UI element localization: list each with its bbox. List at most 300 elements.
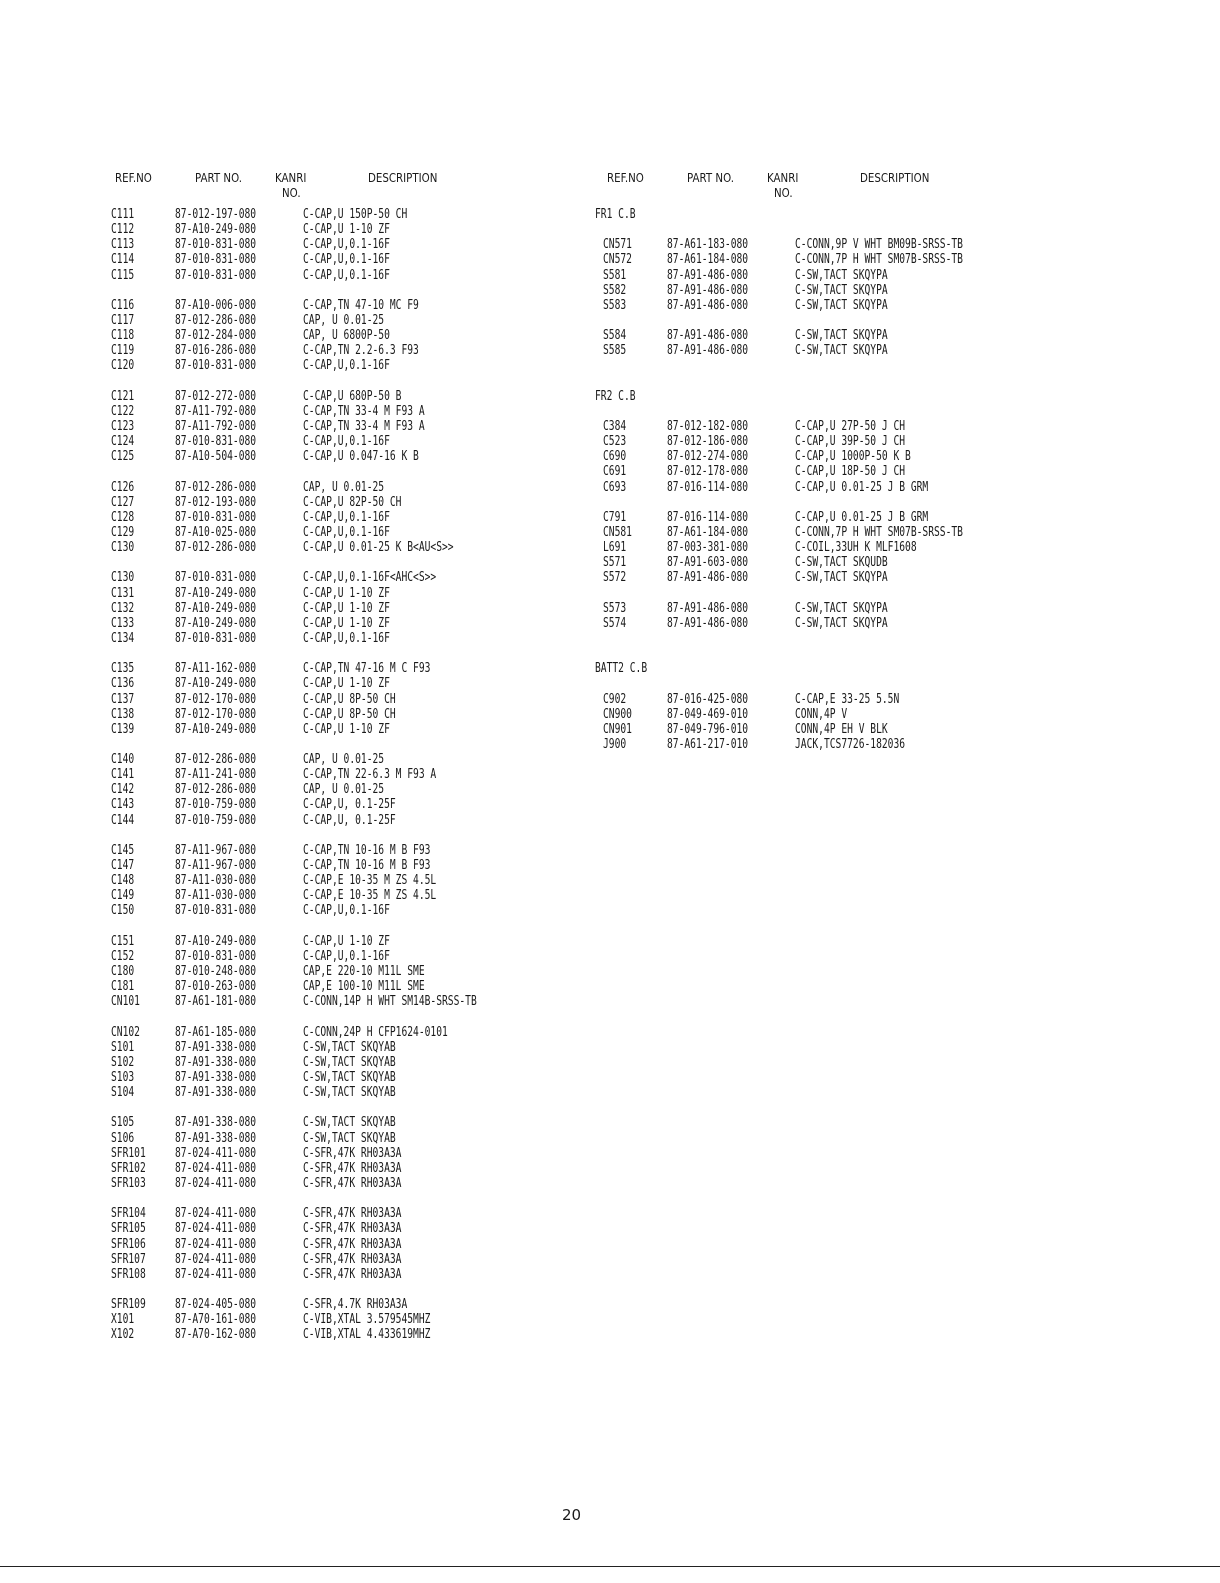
ref-no: C136 (111, 676, 135, 692)
part-row (595, 419, 1065, 434)
ref-no: SFR104 (111, 1206, 146, 1222)
part-row (111, 873, 581, 888)
ref-no: S582 (603, 282, 627, 298)
part-row (111, 419, 581, 434)
description: C-CAP,U 27P-50 J CH (795, 418, 906, 434)
part-row (111, 1267, 581, 1282)
description: C-CAP,U, 0.1-25F (303, 797, 396, 813)
part-row (111, 222, 581, 237)
description: C-SW,TACT SKQYPA (795, 282, 888, 298)
ref-no: C132 (111, 600, 135, 616)
ref-no: SFR102 (111, 1160, 146, 1176)
part-row (595, 722, 1065, 737)
header-ref-right: REF.NO (607, 170, 644, 185)
ref-no: X101 (111, 1312, 135, 1328)
part-row (111, 1040, 581, 1055)
description: C-SW,TACT SKQYAB (303, 1115, 396, 1131)
description: C-SW,TACT SKQYAB (303, 1085, 396, 1101)
part-row (111, 1221, 581, 1236)
ref-no: C111 (111, 207, 135, 222)
description: CAP,E 100-10 M11L SME (303, 979, 425, 995)
part-row (595, 283, 1065, 298)
description: CAP, U 0.01-25 (303, 479, 385, 495)
part-row (111, 661, 581, 676)
part-row (111, 510, 581, 525)
ref-no: C148 (111, 873, 135, 889)
part-no: 87-A91-338-080 (175, 1054, 257, 1070)
part-row (595, 510, 1065, 525)
description: C-SFR,4.7K RH03A3A (303, 1297, 408, 1313)
description: C-CAP,TN 2.2-6.3 F93 (303, 343, 419, 359)
description: C-CAP,U 680P-50 B (303, 388, 402, 404)
ref-no: SFR105 (111, 1221, 146, 1237)
description: C-CAP,TN 10-16 M B F93 (303, 858, 431, 874)
description: C-SFR,47K RH03A3A (303, 1236, 402, 1252)
description: C-SW,TACT SKQYPA (795, 570, 888, 586)
part-row (111, 1025, 581, 1040)
ref-no: C120 (111, 358, 135, 374)
part-no: 87-A61-181-080 (175, 994, 257, 1010)
description: C-VIB,XTAL 3.579545MHZ (303, 1312, 431, 1328)
description: C-SW,TACT SKQYPA (795, 297, 888, 313)
part-row (111, 949, 581, 964)
part-row (111, 631, 581, 646)
ref-no: C902 (603, 691, 627, 707)
ref-no: C791 (603, 509, 627, 525)
description: C-SW,TACT SKQYPA (795, 615, 888, 631)
description: C-CAP,U 8P-50 CH (303, 691, 396, 707)
ref-no: C140 (111, 752, 135, 768)
left-parts-list (111, 207, 581, 1343)
ref-no: X102 (111, 1327, 135, 1343)
description: C-CONN,14P H WHT SM14B-SRSS-TB (303, 994, 477, 1010)
part-no: 87-024-411-080 (175, 1176, 257, 1191)
ref-no: C121 (111, 388, 135, 404)
description: C-CAP,E 33-25 5.5N (795, 691, 900, 707)
part-row (595, 480, 1065, 495)
part-no: 87-012-284-080 (175, 328, 257, 344)
ref-no: SFR101 (111, 1145, 146, 1161)
header-desc-right: DESCRIPTION (860, 170, 930, 185)
description: C-CAP,U, 0.1-25F (303, 812, 396, 828)
ref-no: S584 (603, 328, 627, 344)
ref-no: C151 (111, 933, 135, 949)
description: C-CONN,7P H WHT SM07B-SRSS-TB (795, 524, 963, 540)
part-no: 87-A91-338-080 (175, 1070, 257, 1086)
ref-no: S573 (603, 600, 627, 616)
ref-no: S572 (603, 570, 627, 586)
section-title-text: FR2 C.B (595, 388, 636, 404)
part-no: 87-A11-030-080 (175, 888, 257, 904)
description: C-CAP,E 10-35 M ZS 4.5L (303, 873, 437, 889)
description: C-CAP,TN 33-4 M F93 A (303, 418, 425, 434)
part-row (595, 464, 1065, 479)
part-no: 87-024-411-080 (175, 1160, 257, 1176)
description: C-CAP,E 10-35 M ZS 4.5L (303, 888, 437, 904)
description: C-CAP,U,0.1-16F (303, 509, 390, 525)
part-row (111, 570, 581, 585)
part-row (111, 676, 581, 691)
description: CONN,4P V (795, 706, 848, 722)
description: C-COIL,33UH K MLF1608 (795, 540, 917, 556)
description: C-CAP,U 1000P-50 K B (795, 449, 911, 465)
description: C-SW,TACT SKQYAB (303, 1070, 396, 1086)
description: C-CAP,U 1-10 ZF (303, 721, 390, 737)
part-no: 87-A61-185-080 (175, 1024, 257, 1040)
part-no: 87-A61-184-080 (667, 524, 749, 540)
part-no: 87-A91-486-080 (667, 343, 749, 359)
description: C-SW,TACT SKQYAB (303, 1130, 396, 1146)
ref-no: C137 (111, 691, 135, 707)
part-row (111, 268, 581, 283)
part-no: 87-A11-967-080 (175, 842, 257, 858)
ref-no: SFR106 (111, 1236, 146, 1252)
description: C-CAP,U 82P-50 CH (303, 494, 402, 510)
ref-no: C123 (111, 418, 135, 434)
part-no: 87-012-182-080 (667, 418, 749, 434)
part-row (111, 540, 581, 555)
part-no: 87-024-405-080 (175, 1297, 257, 1313)
description: C-CAP,U 1-10 ZF (303, 222, 390, 238)
ref-no: C133 (111, 615, 135, 631)
part-no: 87-010-831-080 (175, 237, 257, 253)
part-no: 87-A10-249-080 (175, 222, 257, 238)
description: CAP, U 0.01-25 (303, 752, 385, 768)
description: CAP, U 0.01-25 (303, 312, 385, 328)
description: C-CAP,U 150P-50 CH (303, 207, 408, 222)
description: C-CAP,U 0.01-25 J B GRM (795, 479, 929, 495)
part-no: 87-012-193-080 (175, 494, 257, 510)
part-no: 87-A91-486-080 (667, 297, 749, 313)
section-title (595, 207, 1065, 222)
part-no: 87-A10-249-080 (175, 585, 257, 601)
description: C-CAP,TN 22-6.3 M F93 A (303, 767, 437, 783)
description: C-CAP,TN 33-4 M F93 A (303, 403, 425, 419)
part-no: 87-016-114-080 (667, 509, 749, 525)
section-title-text: BATT2 C.B (595, 661, 648, 677)
description: C-CAP,U,0.1-16F (303, 524, 390, 540)
part-row (595, 616, 1065, 631)
part-no: 87-A70-161-080 (175, 1312, 257, 1328)
header-part-right: PART NO. (687, 170, 735, 185)
part-no: 87-010-831-080 (175, 570, 257, 586)
part-row (111, 1131, 581, 1146)
part-no: 87-A91-486-080 (667, 282, 749, 298)
right-parts-list (595, 207, 1065, 752)
part-row (111, 813, 581, 828)
ref-no: C117 (111, 312, 135, 328)
part-row (111, 616, 581, 631)
part-no: 87-010-831-080 (175, 509, 257, 525)
part-no: 87-A91-486-080 (667, 267, 749, 283)
part-no: 87-A11-792-080 (175, 418, 257, 434)
header-kanri-no-left: NO. (282, 185, 301, 200)
description: C-SW,TACT SKQYPA (795, 328, 888, 344)
part-row (111, 207, 581, 222)
ref-no: C181 (111, 979, 135, 995)
part-row (111, 934, 581, 949)
part-no: 87-012-286-080 (175, 479, 257, 495)
part-row (111, 480, 581, 495)
part-row (111, 343, 581, 358)
ref-no: S583 (603, 297, 627, 313)
ref-no: C129 (111, 524, 135, 540)
part-row (111, 767, 581, 782)
part-row (595, 298, 1065, 313)
part-row (111, 1327, 581, 1342)
ref-no: C128 (111, 509, 135, 525)
ref-no: C180 (111, 964, 135, 980)
ref-no: C131 (111, 585, 135, 601)
description: C-SW,TACT SKQYPA (795, 267, 888, 283)
description: C-SW,TACT SKQUDB (795, 555, 888, 571)
description: JACK,TCS7726-182036 (795, 736, 906, 752)
description: C-CONN,7P H WHT SM07B-SRSS-TB (795, 252, 963, 268)
part-row (595, 237, 1065, 252)
ref-no: C523 (603, 434, 627, 450)
part-no: 87-010-248-080 (175, 964, 257, 980)
ref-no: C145 (111, 842, 135, 858)
ref-no: CN571 (603, 237, 632, 253)
part-row (111, 722, 581, 737)
part-no: 87-012-170-080 (175, 706, 257, 722)
ref-no: C143 (111, 797, 135, 813)
description: C-CAP,U 0.01-25 J B GRM (795, 509, 929, 525)
part-row (111, 298, 581, 313)
footer-rule (0, 1566, 1220, 1567)
ref-no: C134 (111, 630, 135, 646)
description: C-CAP,U 1-10 ZF (303, 600, 390, 616)
ref-no: SFR103 (111, 1176, 146, 1191)
header-desc-left: DESCRIPTION (368, 170, 438, 185)
description: C-CAP,U,0.1-16F (303, 630, 390, 646)
ref-no: C130 (111, 540, 135, 556)
ref-no: C152 (111, 948, 135, 964)
part-row (111, 1115, 581, 1130)
part-no: 87-A10-025-080 (175, 524, 257, 540)
part-no: 87-A10-249-080 (175, 600, 257, 616)
description: CAP,E 220-10 M11L SME (303, 964, 425, 980)
ref-no: C112 (111, 222, 135, 238)
ref-no: CN101 (111, 994, 140, 1010)
part-row (595, 343, 1065, 358)
ref-no: CN102 (111, 1024, 140, 1040)
part-no: 87-012-178-080 (667, 464, 749, 480)
part-no: 87-024-411-080 (175, 1206, 257, 1222)
part-row (595, 449, 1065, 464)
header-ref-left: REF.NO (115, 170, 152, 185)
ref-no: C122 (111, 403, 135, 419)
part-no: 87-010-831-080 (175, 252, 257, 268)
description: C-SW,TACT SKQYPA (795, 600, 888, 616)
part-row (111, 358, 581, 373)
ref-no: C114 (111, 252, 135, 268)
part-no: 87-024-411-080 (175, 1266, 257, 1282)
part-no: 87-010-831-080 (175, 358, 257, 374)
part-no: 87-A10-249-080 (175, 615, 257, 631)
description: C-CAP,U,0.1-16F (303, 237, 390, 253)
part-row (595, 328, 1065, 343)
part-row (595, 525, 1065, 540)
ref-no: C144 (111, 812, 135, 828)
part-no: 87-010-831-080 (175, 434, 257, 450)
part-no: 87-A11-030-080 (175, 873, 257, 889)
ref-no: SFR107 (111, 1251, 146, 1267)
part-row (111, 979, 581, 994)
part-row (111, 843, 581, 858)
ref-no: C127 (111, 494, 135, 510)
part-row (111, 1252, 581, 1267)
part-no: 87-024-411-080 (175, 1145, 257, 1161)
ref-no: S101 (111, 1039, 135, 1055)
ref-no: C141 (111, 767, 135, 783)
part-row (595, 601, 1065, 616)
part-no: 87-012-272-080 (175, 388, 257, 404)
part-no: 87-010-831-080 (175, 267, 257, 283)
section-title (595, 389, 1065, 404)
part-no: 87-024-411-080 (175, 1236, 257, 1252)
part-no: 87-010-831-080 (175, 948, 257, 964)
ref-no: C384 (603, 418, 627, 434)
ref-no: C118 (111, 328, 135, 344)
part-no: 87-010-759-080 (175, 797, 257, 813)
ref-no: S574 (603, 615, 627, 631)
part-row (111, 707, 581, 722)
description: C-CAP,TN 10-16 M B F93 (303, 842, 431, 858)
part-no: 87-016-286-080 (175, 343, 257, 359)
description: C-CAP,U 0.01-25 K B<AU<S>> (303, 540, 454, 556)
description: C-CAP,U 8P-50 CH (303, 706, 396, 722)
part-no: 87-A61-217-010 (667, 736, 749, 752)
part-no: 87-049-469-010 (667, 706, 749, 722)
ref-no: SFR108 (111, 1266, 146, 1282)
part-row (111, 1297, 581, 1312)
part-row (111, 404, 581, 419)
part-no: 87-010-831-080 (175, 630, 257, 646)
part-no: 87-A91-486-080 (667, 570, 749, 586)
description: CONN,4P EH V BLK (795, 721, 888, 737)
part-row (111, 434, 581, 449)
ref-no: C135 (111, 661, 135, 677)
page-number: 20 (562, 1506, 582, 1524)
ref-no: C690 (603, 449, 627, 465)
part-no: 87-A61-184-080 (667, 252, 749, 268)
part-no: 87-A91-486-080 (667, 328, 749, 344)
description: CAP, U 0.01-25 (303, 782, 385, 798)
description: C-CAP,TN 47-10 MC F9 (303, 297, 419, 313)
part-row (595, 540, 1065, 555)
part-row (111, 586, 581, 601)
ref-no: C150 (111, 903, 135, 919)
ref-no: C124 (111, 434, 135, 450)
ref-no: C693 (603, 479, 627, 495)
description: C-CAP,U,0.1-16F (303, 267, 390, 283)
description: C-CONN,9P V WHT BM09B-SRSS-TB (795, 237, 963, 253)
part-no: 87-012-286-080 (175, 782, 257, 798)
description: C-SFR,47K RH03A3A (303, 1176, 402, 1191)
ref-no: C115 (111, 267, 135, 283)
description: C-CAP,TN 47-16 M C F93 (303, 661, 431, 677)
part-row (111, 994, 581, 1009)
ref-no: C138 (111, 706, 135, 722)
part-no: 87-A10-249-080 (175, 721, 257, 737)
ref-no: S571 (603, 555, 627, 571)
ref-no: C116 (111, 297, 135, 313)
part-no: 87-049-796-010 (667, 721, 749, 737)
description: C-CAP,U,0.1-16F (303, 948, 390, 964)
description: C-SFR,47K RH03A3A (303, 1266, 402, 1282)
part-no: 87-024-411-080 (175, 1221, 257, 1237)
description: C-SFR,47K RH03A3A (303, 1251, 402, 1267)
part-no: 87-010-759-080 (175, 812, 257, 828)
part-no: 87-A70-162-080 (175, 1327, 257, 1343)
description: C-CAP,U 1-10 ZF (303, 615, 390, 631)
description: C-CAP,U 1-10 ZF (303, 933, 390, 949)
section-title-text: FR1 C.B (595, 207, 636, 222)
part-no: 87-012-286-080 (175, 752, 257, 768)
part-row (111, 1206, 581, 1221)
section-title (595, 661, 1065, 676)
part-row (111, 782, 581, 797)
ref-no: S104 (111, 1085, 135, 1101)
part-row (595, 434, 1065, 449)
part-no: 87-A11-162-080 (175, 661, 257, 677)
part-row (595, 707, 1065, 722)
ref-no: SFR109 (111, 1297, 146, 1313)
part-row (111, 964, 581, 979)
ref-no: S102 (111, 1054, 135, 1070)
ref-no: C113 (111, 237, 135, 253)
part-no: 87-012-274-080 (667, 449, 749, 465)
part-row (111, 1055, 581, 1070)
part-row (595, 555, 1065, 570)
part-no: 87-A11-792-080 (175, 403, 257, 419)
part-no: 87-A10-249-080 (175, 933, 257, 949)
part-no: 87-012-286-080 (175, 312, 257, 328)
header-kanri-right: KANRI (767, 170, 799, 185)
part-no: 87-A91-486-080 (667, 600, 749, 616)
header-kanri-no-right: NO. (774, 185, 793, 200)
part-row (595, 570, 1065, 585)
ref-no: CN900 (603, 706, 632, 722)
part-row (595, 252, 1065, 267)
part-row (111, 692, 581, 707)
part-no: 87-A10-006-080 (175, 297, 257, 313)
ref-no: C691 (603, 464, 627, 480)
part-no: 87-A91-603-080 (667, 555, 749, 571)
description: C-CAP,U,0.1-16F (303, 434, 390, 450)
description: C-VIB,XTAL 4.433619MHZ (303, 1327, 431, 1343)
part-row (111, 797, 581, 812)
part-row (111, 328, 581, 343)
part-no: 87-A61-183-080 (667, 237, 749, 253)
ref-no: S585 (603, 343, 627, 359)
description: C-CAP,U 18P-50 J CH (795, 464, 906, 480)
part-no: 87-016-114-080 (667, 479, 749, 495)
description: C-SFR,47K RH03A3A (303, 1145, 402, 1161)
part-row (111, 1237, 581, 1252)
ref-no: C126 (111, 479, 135, 495)
part-row (111, 903, 581, 918)
description: C-CAP,U,0.1-16F (303, 903, 390, 919)
description: C-SW,TACT SKQYPA (795, 343, 888, 359)
part-row (111, 313, 581, 328)
part-no: 87-A91-338-080 (175, 1039, 257, 1055)
ref-no: C142 (111, 782, 135, 798)
ref-no: J900 (603, 736, 627, 752)
part-row (111, 252, 581, 267)
part-row (111, 601, 581, 616)
